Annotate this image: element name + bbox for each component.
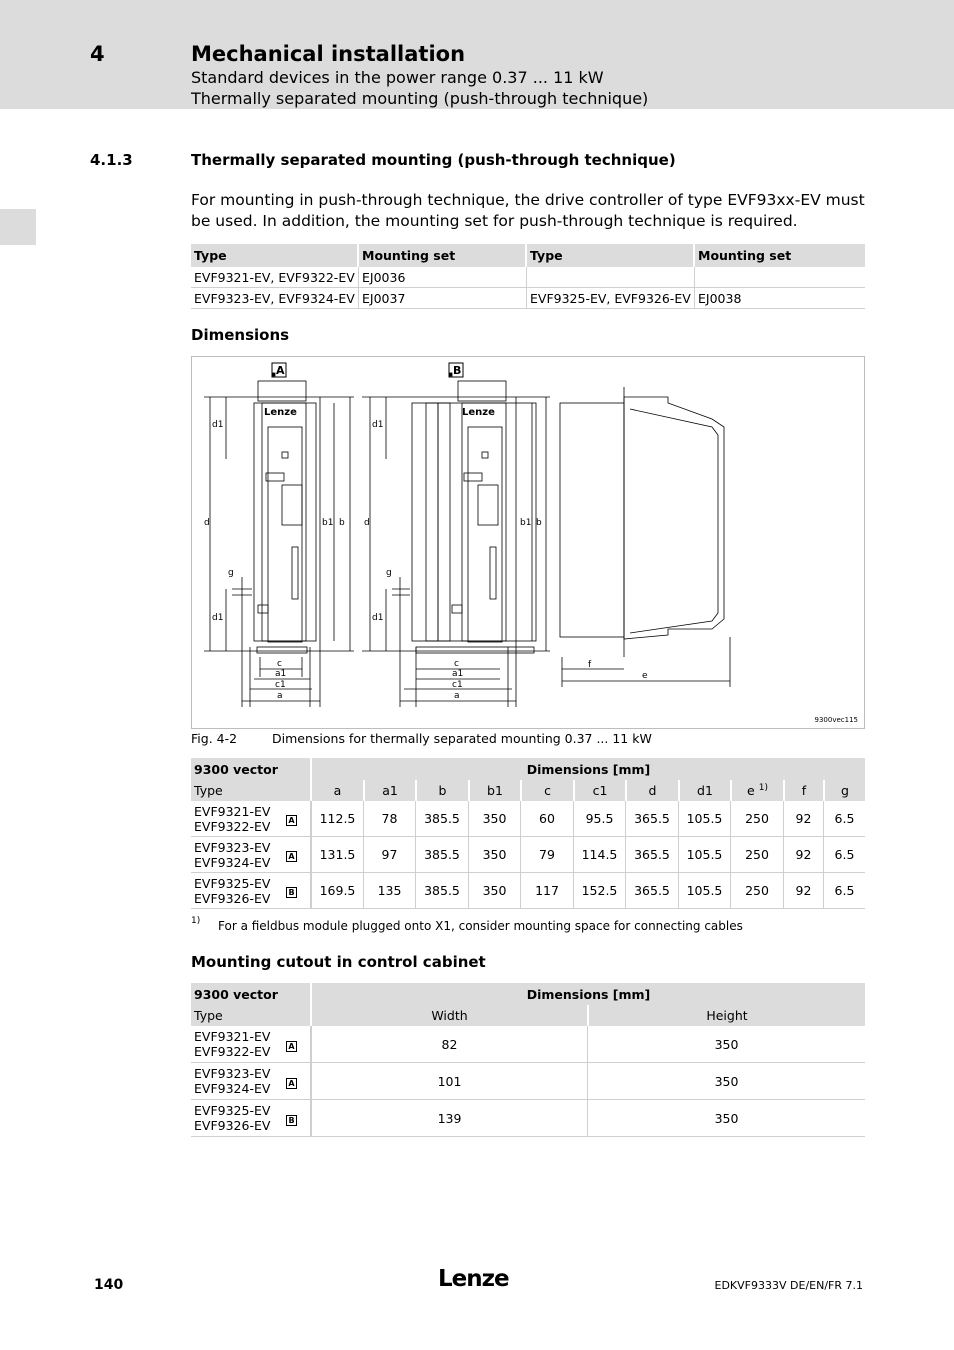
dims-value: 385.5 xyxy=(415,801,468,837)
dims-value: 250 xyxy=(730,801,783,837)
drawing-label-b: B xyxy=(453,364,462,377)
dim-label-b: b xyxy=(339,518,345,528)
dims-value: 97 xyxy=(363,837,415,873)
dims-col-a: a xyxy=(310,780,363,801)
dims-value: 365.5 xyxy=(625,801,678,837)
dims-value: 152.5 xyxy=(573,873,625,909)
table-row xyxy=(191,1026,865,1063)
mounting-header-type-2: Type xyxy=(527,244,695,267)
mounting-cell xyxy=(527,267,695,288)
dims-value: 95.5 xyxy=(573,801,625,837)
section-title: Thermally separated mounting (push-through technique) xyxy=(191,151,676,169)
dims-col-c: c xyxy=(520,780,573,801)
dims-value: 365.5 xyxy=(625,873,678,909)
dim-label-d1: d1 xyxy=(212,420,224,430)
variant-badge: A xyxy=(286,1041,297,1052)
dims-value: 350 xyxy=(468,837,520,873)
dims-value: 385.5 xyxy=(415,837,468,873)
cutout-value: 350 xyxy=(587,1063,865,1100)
type-line-2: EVF9326-EV xyxy=(194,890,271,906)
dims-value: 79 xyxy=(520,837,573,873)
dim-label-f: f xyxy=(588,660,592,670)
dims-value: 105.5 xyxy=(678,801,730,837)
dims-value: 350 xyxy=(468,801,520,837)
cutout-value: 350 xyxy=(587,1100,865,1137)
type-line-1: EVF9321-EV xyxy=(194,803,271,819)
dim-label-c: c xyxy=(454,659,459,669)
dims-type-cell xyxy=(191,837,273,873)
cutout-type-cell xyxy=(191,1063,273,1100)
cutout-type-cell xyxy=(191,1100,273,1137)
footnote-text: For a fieldbus module plugged onto X1, consider mounting space for connecting cables xyxy=(218,919,743,933)
dims-type-cell xyxy=(191,873,273,909)
mounting-header-set-1: Mounting set xyxy=(359,244,527,267)
dims-value: 78 xyxy=(363,801,415,837)
cutout-type-cell xyxy=(191,1026,273,1063)
dims-value: 350 xyxy=(468,873,520,909)
dims-value: 131.5 xyxy=(310,837,363,873)
dims-value: 250 xyxy=(730,837,783,873)
dims-col-f: f xyxy=(783,780,823,801)
dims-value: 135 xyxy=(363,873,415,909)
dims-value: 114.5 xyxy=(573,837,625,873)
type-line-1: EVF9325-EV xyxy=(194,1103,271,1118)
dim-label-b: b xyxy=(536,518,542,528)
dim-label-d: d xyxy=(364,518,370,528)
variant-cell xyxy=(273,837,310,873)
section-intro: For mounting in push-through technique, the drive controller of type EVF93xx-EV must be used. In addition, the mounting set for push-through technique is required. xyxy=(191,191,865,230)
dim-label-b1: b1 xyxy=(322,518,334,528)
page-number: 140 xyxy=(94,1277,124,1293)
dims-value: 6.5 xyxy=(823,837,865,873)
table-row xyxy=(191,801,865,837)
dim-label-d: d xyxy=(204,518,210,528)
dimensions-heading: Dimensions xyxy=(191,326,290,344)
mounting-cell: EVF9325-EV, EVF9326-EV xyxy=(527,288,695,309)
dims-type-cell xyxy=(191,801,273,837)
dims-col-b: b xyxy=(415,780,468,801)
mounting-set-table xyxy=(191,244,865,309)
type-line-1: EVF9325-EV xyxy=(194,875,271,891)
variant-cell xyxy=(273,1063,310,1100)
cutout-value: 350 xyxy=(587,1026,865,1063)
dim-label-e: e xyxy=(642,671,648,681)
cutout-table xyxy=(191,983,865,1137)
dims-value: 105.5 xyxy=(678,837,730,873)
dim-label-a1: a1 xyxy=(452,669,464,679)
dim-label-b1: b1 xyxy=(520,518,532,528)
cutout-type-label: Type xyxy=(191,1005,310,1026)
dim-label-c: c xyxy=(277,659,282,669)
dims-col-a1: a1 xyxy=(363,780,415,801)
dims-col-e-footnote: 1) xyxy=(758,782,768,793)
chapter-number: 4 xyxy=(90,42,105,66)
dim-label-d1: d1 xyxy=(372,613,384,623)
cutout-col-height: Height xyxy=(587,1005,865,1026)
table-row xyxy=(191,288,865,309)
mounting-cell: EVF9321-EV, EVF9322-EV xyxy=(191,267,359,288)
dims-value: 92 xyxy=(783,801,823,837)
mounting-cell xyxy=(695,267,865,288)
cutout-value: 82 xyxy=(310,1026,587,1063)
dims-value: 117 xyxy=(520,873,573,909)
type-line-2: EVF9326-EV xyxy=(194,1118,271,1133)
dims-col-e-label: e xyxy=(747,783,755,799)
table-row xyxy=(191,1063,865,1100)
cutout-group-label: 9300 vector xyxy=(191,983,310,1005)
footnote-mark: 1) xyxy=(191,916,201,926)
mounting-cell: EVF9323-EV, EVF9324-EV xyxy=(191,288,359,309)
dims-col-b1: b1 xyxy=(468,780,520,801)
dims-col-e xyxy=(730,780,783,801)
dims-value: 385.5 xyxy=(415,873,468,909)
variant-badge: A xyxy=(286,851,297,862)
dims-value: 6.5 xyxy=(823,873,865,909)
dims-group-label: 9300 vector xyxy=(191,758,310,780)
figure-caption-number: Fig. 4-2 xyxy=(191,731,238,746)
dims-value: 169.5 xyxy=(310,873,363,909)
variant-cell xyxy=(273,801,310,837)
dims-value: 365.5 xyxy=(625,837,678,873)
drawing-brand-a: Lenze xyxy=(264,407,297,418)
chapter-title: Mechanical installation xyxy=(191,42,466,66)
dims-type-label: Type xyxy=(191,780,310,801)
type-line-2: EVF9322-EV xyxy=(194,818,271,834)
mounting-header-type-1: Type xyxy=(191,244,359,267)
dims-value: 60 xyxy=(520,801,573,837)
variant-badge: A xyxy=(286,815,297,826)
variant-cell xyxy=(273,1100,310,1137)
table-row xyxy=(191,267,865,288)
figure-code: 9300vec115 xyxy=(814,716,858,724)
brand-logo: Lenze xyxy=(438,1266,509,1292)
dims-value: 6.5 xyxy=(823,801,865,837)
dim-label-g: g xyxy=(386,568,392,578)
document-id: EDKVF9333V DE/EN/FR 7.1 xyxy=(714,1279,863,1292)
cutout-heading: Mounting cutout in control cabinet xyxy=(191,953,486,971)
dims-group-header: Dimensions [mm] xyxy=(310,758,865,780)
table-row xyxy=(191,837,865,873)
chapter-side-tab xyxy=(0,209,36,245)
mounting-cell: EJ0037 xyxy=(359,288,527,309)
variant-cell xyxy=(273,1026,310,1063)
dim-label-c1: c1 xyxy=(452,680,463,690)
cutout-value: 139 xyxy=(310,1100,587,1137)
table-row xyxy=(191,873,865,909)
dims-col-c1: c1 xyxy=(573,780,625,801)
dimensions-table xyxy=(191,758,865,909)
variant-cell xyxy=(273,873,310,909)
dim-label-d1: d1 xyxy=(212,613,224,623)
figure-caption-text: Dimensions for thermally separated mounting 0.37 ... 11 kW xyxy=(272,731,652,746)
type-line-2: EVF9324-EV xyxy=(194,1081,271,1096)
dims-col-d: d xyxy=(625,780,678,801)
dims-value: 105.5 xyxy=(678,873,730,909)
dims-value: 92 xyxy=(783,873,823,909)
dims-value: 112.5 xyxy=(310,801,363,837)
dims-col-g: g xyxy=(823,780,865,801)
type-line-2: EVF9324-EV xyxy=(194,854,271,870)
variant-badge: B xyxy=(286,887,297,898)
dim-label-d1: d1 xyxy=(372,420,384,430)
type-line-1: EVF9323-EV xyxy=(194,1066,271,1081)
chapter-subtitle-2: Thermally separated mounting (push-through technique) xyxy=(191,89,649,108)
cutout-group-header: Dimensions [mm] xyxy=(310,983,865,1005)
variant-badge: A xyxy=(286,1078,297,1089)
mounting-cell: EJ0038 xyxy=(695,288,865,309)
cutout-value: 101 xyxy=(310,1063,587,1100)
drawing-brand-b: Lenze xyxy=(462,407,495,418)
dims-col-d1: d1 xyxy=(678,780,730,801)
mounting-header-set-2: Mounting set xyxy=(695,244,865,267)
type-line-2: EVF9322-EV xyxy=(194,1044,271,1059)
dims-value: 92 xyxy=(783,837,823,873)
chapter-subtitle-1: Standard devices in the power range 0.37 ... 11 kW xyxy=(191,68,604,87)
dim-label-a1: a1 xyxy=(275,669,287,679)
section-number: 4.1.3 xyxy=(90,151,133,169)
type-line-1: EVF9321-EV xyxy=(194,1029,271,1044)
dim-label-c1: c1 xyxy=(275,680,286,690)
cutout-col-width: Width xyxy=(310,1005,587,1026)
dimension-drawing-svg xyxy=(192,357,864,728)
mounting-cell: EJ0036 xyxy=(359,267,527,288)
dims-value: 250 xyxy=(730,873,783,909)
dim-label-a: a xyxy=(277,691,283,701)
dim-label-g: g xyxy=(228,568,234,578)
variant-badge: B xyxy=(286,1115,297,1126)
table-row xyxy=(191,1100,865,1137)
drawing-label-a: A xyxy=(276,364,285,377)
type-line-1: EVF9323-EV xyxy=(194,839,271,855)
dimension-drawing xyxy=(191,356,865,729)
dim-label-a: a xyxy=(454,691,460,701)
